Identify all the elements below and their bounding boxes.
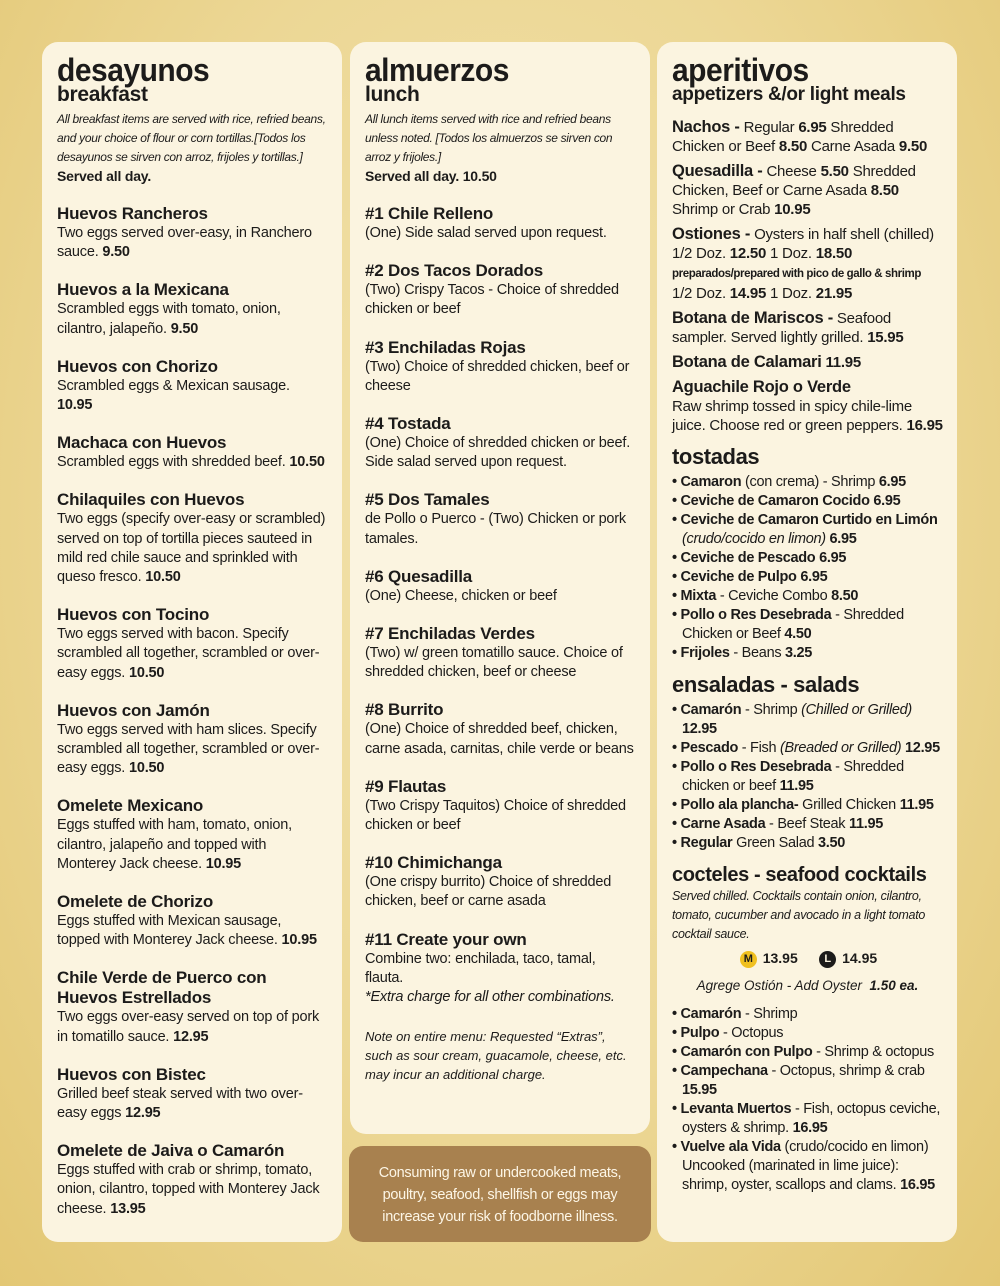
list-item-price: 3.50	[817, 835, 846, 851]
list-item-text: (con crema) - Shrimp	[741, 474, 879, 490]
list-item-name: Camarón con Pulpo	[680, 1043, 813, 1060]
menu-item-desc	[57, 625, 328, 683]
menu-item-desc	[57, 300, 328, 338]
menu-item-price: 13.95	[110, 1200, 146, 1217]
menu-item	[57, 968, 328, 1046]
cocktails-title: cocteles - seafood cocktails	[672, 864, 927, 886]
menu-item	[57, 605, 328, 683]
menu-item-description: Eggs stuffed with crab or shrimp, tomato, onion, cilantro, topped with Monterey Jack cheese.	[57, 1162, 320, 1217]
list-item-text: - Beef Steak	[765, 816, 849, 832]
list-item-name: Levanta Muertos	[680, 1100, 792, 1117]
list-item-text: - Shrimp & octopus	[812, 1043, 935, 1060]
list-item-name: Ceviche de Pulpo	[680, 569, 797, 585]
menu-item-description: Two eggs served with ham slices. Specify scrambled all together, scrambled or over-easy eggs.	[57, 721, 320, 777]
menu-item	[365, 261, 636, 319]
menu-item-name: Huevos Rancheros	[57, 204, 208, 223]
menu-item-name: Huevos a la Mexicana	[57, 280, 229, 300]
extras-note: Note on entire menu: Requested “Extras”, such as sour cream, guacamole, cheese, etc. may incur an additional charge.	[365, 1029, 627, 1083]
menu-item-name: #5 Dos Tamales	[365, 490, 490, 510]
list-item-price: 16.95	[792, 1119, 828, 1136]
list-item-price: 11.95	[848, 816, 883, 832]
list-item-text: - Octopus	[719, 1024, 784, 1041]
breakfast-items	[57, 204, 328, 1219]
menu-item	[57, 1065, 328, 1123]
menu-item	[57, 892, 328, 950]
menu-item	[365, 490, 636, 548]
list-item-note: (Breaded or Grilled)	[779, 740, 906, 756]
menu-item-price: 12.95	[125, 1105, 161, 1122]
list-item	[672, 1138, 943, 1195]
list-item-name: Ceviche de Camaron Curtido en Limón	[680, 512, 938, 528]
menu-item-name: Omelete de Chorizo	[57, 892, 214, 912]
menu-item-desc	[57, 721, 328, 779]
salads-title: ensaladas - salads	[672, 672, 860, 697]
menu-item-price: 12.95	[173, 1028, 209, 1045]
list-item-name: Ceviche de Pescado	[680, 550, 816, 566]
list-item	[672, 701, 943, 739]
menu-item	[365, 700, 636, 758]
list-item-price: 12.95	[682, 721, 717, 737]
menu-item-name: #7 Enchiladas Verdes	[365, 624, 535, 644]
menu-item-name: Omelete de Jaiva o Camarón	[57, 1141, 285, 1161]
menu-item-name: Omelete Mexicano	[57, 796, 204, 816]
menu-item-description: Two eggs served over-easy, in Ranchero sauce.	[57, 225, 312, 261]
menu-item	[365, 414, 636, 472]
salads-list	[672, 701, 943, 853]
lunch-subtitle: lunch	[365, 83, 420, 106]
list-item-price: 16.95	[900, 1176, 935, 1193]
breakfast-panel	[42, 42, 342, 1242]
food-safety-warning: Consuming raw or undercooked meats, poultry, seafood, shellfish or eggs may increase your risk of foodborne illness.	[349, 1146, 651, 1242]
menu-item	[57, 796, 328, 874]
list-item-text: - Shredded chicken or beef	[682, 759, 904, 794]
list-item-price: 3.25	[785, 645, 813, 661]
list-item-name: Pollo o Res Desebrada	[680, 607, 832, 623]
list-item-text: - Octopus, shrimp & crab	[767, 1062, 925, 1079]
list-item-text: - Shrimp	[741, 1005, 798, 1022]
list-item-price: 6.95	[829, 531, 857, 547]
list-item-note: (crudo/cocido en limon)	[682, 531, 830, 547]
menu-item-name: #11 Create your own	[365, 929, 527, 949]
menu-item-name: Chilaquiles con Huevos	[57, 490, 245, 510]
menu-item-price: 10.50	[289, 454, 325, 471]
list-item	[672, 1062, 943, 1100]
menu-item-desc: (One) Choice of shredded chicken or beef. Side salad served upon request.	[365, 435, 631, 471]
botana-item: Botana de Mariscos - Seafood sampler. Served lightly grilled. 15.95	[672, 309, 904, 346]
menu-item-name: Huevos con Jamón	[57, 700, 210, 720]
menu-item-price: 10.95	[281, 932, 317, 949]
list-item	[672, 739, 943, 758]
list-item-text: - Shrimp	[741, 702, 802, 718]
menu-item	[365, 777, 636, 835]
menu-item-name: #6 Quesadilla	[365, 566, 473, 586]
menu-item-desc: (One crispy burrito) Choice of shredded chicken, beef or carne asada	[365, 874, 612, 910]
menu-item-price: 10.50	[145, 569, 181, 586]
menu-item-desc: (One) Cheese, chicken or beef	[365, 587, 557, 604]
menu-item-description: Scrambled eggs with shredded beef.	[57, 454, 290, 471]
menu-item-desc	[57, 224, 328, 262]
menu-item-price: 10.95	[57, 397, 93, 414]
menu-item	[57, 490, 328, 587]
list-item-text: - Shredded Chicken or Beef	[682, 607, 904, 642]
lunch-title: almuerzos	[365, 52, 509, 89]
menu-item-desc: de Pollo o Puerco - (Two) Chicken or pork tamales.	[365, 511, 626, 547]
menu-item-name: Huevos con Chorizo	[57, 356, 218, 376]
list-item-name: Camaron	[680, 474, 742, 490]
menu-item-name: #8 Burrito	[365, 700, 444, 720]
menu-item-desc: (One) Choice of shredded beef, chicken, carne asada, carnitas, chile verde or beans	[365, 721, 634, 757]
menu-item-description: Grilled beef steak served with two over-easy eggs	[57, 1085, 303, 1122]
list-item-text: Grilled Chicken	[798, 797, 900, 813]
breakfast-subtitle: breakfast	[57, 83, 148, 106]
list-item	[672, 758, 943, 796]
menu-item-description: Two eggs over-easy served on top of pork in tomatillo sauce.	[57, 1009, 320, 1045]
menu-item-desc: (Two) Choice of shredded chicken, beef or cheese	[365, 358, 630, 394]
list-item-text: - Fish, octopus ceviche, oysters & shrimp.	[682, 1100, 941, 1136]
aguachile-item: Aguachile Rojo o Verde Raw shrimp tossed in spicy chile-lime juice. Choose red or green peppers. 16.95	[672, 378, 943, 434]
menu-item	[365, 930, 636, 1008]
menu-item-name: Chile Verde de Puerco con Huevos Estrellados	[57, 968, 267, 1008]
menu-item-desc	[57, 1008, 328, 1046]
menu-item-desc: (Two Crispy Taquitos) Choice of shredded chicken or beef	[365, 797, 626, 834]
list-item-price: 6.95	[878, 474, 906, 490]
list-item	[672, 796, 943, 815]
list-item	[672, 606, 943, 644]
list-item-name: Ceviche de Camaron Cocido	[680, 493, 870, 509]
lunch-panel	[350, 42, 650, 1134]
list-item-name: Pollo o Res Desebrada	[680, 759, 832, 775]
list-item	[672, 549, 943, 568]
menu-item-price: 10.50	[128, 664, 165, 681]
menu-item	[365, 853, 636, 911]
list-item	[672, 511, 943, 549]
menu-item	[365, 624, 636, 682]
list-item-price: 4.50	[784, 626, 812, 642]
ostiones-item: Ostiones - Oysters in half shell (chilled) 1/2 Doz. 12.50 1 Doz. 18.50 preparados/prepared with pico de gallo & shrimp 1/2 Doz. 14.95 1 Doz. 21.95	[672, 225, 934, 302]
list-item-note: (Chilled or Grilled)	[801, 702, 912, 718]
menu-item	[57, 357, 328, 415]
menu-item	[57, 204, 328, 262]
list-item-price: 8.50	[831, 588, 859, 604]
list-item	[672, 815, 943, 834]
appetizers-panel	[657, 42, 957, 1242]
list-item-price: 6.95	[873, 493, 901, 509]
list-item-name: Pulpo	[680, 1024, 720, 1041]
appetizers-title: aperitivos	[672, 52, 809, 89]
menu-item-price: 9.50	[170, 320, 199, 337]
menu-item-desc	[57, 1085, 328, 1123]
list-item-text: (crudo/cocido en limon) Uncooked (marinated in lime juice): shrimp, oyster, scallops and clams.	[682, 1138, 929, 1193]
menu-item	[365, 567, 636, 606]
menu-item-price: 9.50	[102, 244, 130, 261]
tostadas-title: tostadas	[672, 444, 760, 469]
list-item	[672, 834, 943, 853]
list-item-name: Camarón	[680, 702, 742, 718]
list-item-price: 12.95	[905, 740, 940, 756]
menu-item-desc	[57, 453, 328, 472]
list-item-name: Camarón	[680, 1005, 742, 1022]
menu-item-name: #3 Enchiladas Rojas	[365, 337, 526, 357]
list-item-price: 6.95	[819, 550, 847, 566]
breakfast-intro: All breakfast items are served with rice, refried beans, and your choice of flour or corn tortillas.[Todos los desayunos se sirven con arroz, frijoles y tortillas.]	[57, 112, 326, 164]
menu-item	[57, 433, 328, 472]
list-item-text: - Fish	[738, 740, 780, 756]
list-item-name: Pollo ala plancha-	[680, 797, 799, 813]
menu-item-desc: (Two) Crispy Tacos - Choice of shredded chicken or beef	[365, 282, 619, 318]
menu-item-description: Eggs stuffed with Mexican sausage, topped with Monterey Jack cheese.	[57, 913, 282, 949]
menu-item-price: 10.95	[205, 855, 242, 872]
menu-item	[57, 1141, 328, 1219]
list-item	[672, 492, 943, 511]
list-item	[672, 1100, 943, 1138]
list-item-text: - Beans	[729, 645, 786, 661]
quesadilla-item: Quesadilla - Cheese 5.50 Shredded Chicken, Beef or Carne Asada 8.50 Shrimp or Crab 10.95	[672, 162, 916, 218]
menu-item-name: Huevos con Tocino	[57, 605, 210, 625]
list-item	[672, 1043, 943, 1062]
list-item-price: 11.95	[899, 797, 934, 813]
lunch-served: Served all day. 10.50	[365, 168, 497, 184]
medium-price: 13.95	[762, 950, 798, 966]
breakfast-served: Served all day.	[57, 168, 152, 184]
add-oyster: Agrege Ostión - Add Oyster 1.50 ea.	[696, 977, 919, 993]
tostadas-list	[672, 473, 943, 663]
menu-item-name: #2 Dos Tacos Dorados	[365, 261, 544, 281]
menu-item-desc	[57, 377, 328, 415]
menu-item-desc	[57, 1161, 328, 1219]
menu-item-desc	[57, 912, 328, 950]
list-item	[672, 644, 943, 663]
menu-item-desc	[57, 816, 328, 874]
menu-item-description: Scrambled eggs with tomato, onion, cilantro, jalapeño.	[57, 301, 281, 337]
list-item-name: Pescado	[680, 740, 739, 756]
menu-item-name: #9 Flautas	[365, 776, 447, 796]
list-item	[672, 568, 943, 587]
nachos-item: Nachos - Regular 6.95 Shredded Chicken or Beef 8.50 Carne Asada 9.50	[672, 118, 928, 155]
list-item-name: Campechana	[680, 1062, 768, 1079]
menu-item-name: Huevos con Bistec	[57, 1064, 206, 1084]
menu-item-extra: *Extra charge for all other combinations.	[365, 989, 615, 1006]
cocktails-intro: Served chilled. Cocktails contain onion, cilantro, tomato, cucumber and avocado in a light tomato cocktail sauce.	[672, 889, 926, 941]
list-item	[672, 1005, 943, 1024]
list-item-name: Carne Asada	[680, 816, 766, 832]
list-item-text: - Ceviche Combo	[716, 588, 832, 604]
list-item-price: 15.95	[682, 1081, 717, 1098]
menu-item-desc: (One) Side salad served upon request.	[365, 225, 607, 241]
lunch-items	[365, 204, 636, 1007]
menu-item	[57, 701, 328, 779]
medium-badge: M	[740, 951, 757, 968]
menu-item-description: Two eggs served with bacon. Specify scrambled all together, scrambled or over-easy eggs.	[57, 626, 320, 681]
menu-item	[365, 204, 636, 243]
list-item-name: Regular	[680, 835, 733, 851]
menu-item-name: #4 Tostada	[365, 414, 451, 434]
large-price: 14.95	[842, 950, 878, 966]
cocktail-sizes	[672, 950, 943, 968]
calamari-item: Botana de Calamari 11.95	[672, 353, 861, 371]
list-item	[672, 587, 943, 606]
menu-item-desc: (Two) w/ green tomatillo sauce. Choice of shredded chicken, beef or cheese	[365, 645, 623, 681]
list-item-name: Vuelve ala Vida	[680, 1138, 781, 1155]
large-badge: L	[819, 951, 836, 968]
menu-item-desc	[57, 510, 328, 587]
menu-item-description: Scrambled eggs & Mexican sausage.	[57, 377, 290, 394]
menu-item-name: #1 Chile Relleno	[365, 204, 494, 223]
list-item-name: Frijoles	[680, 645, 730, 661]
menu-item-name: Machaca con Huevos	[57, 433, 227, 453]
list-item-text: Green Salad	[732, 835, 818, 851]
appetizers-subtitle: appetizers &/or light meals	[672, 84, 906, 105]
menu-item-name: #10 Chimichanga	[365, 853, 502, 873]
menu-item-desc: Combine two: enchilada, taco, tamal, flauta.	[365, 950, 596, 986]
list-item-price: 11.95	[779, 778, 814, 794]
menu-item-description: Two eggs (specify over-easy or scrambled) served on top of tortilla pieces sauteed in mild red chile sauce and sprinkled with queso fresco.	[57, 511, 326, 586]
breakfast-title: desayunos	[57, 52, 210, 89]
menu-item	[365, 338, 636, 396]
list-item-name: Mixta	[680, 588, 717, 604]
menu-item	[57, 280, 328, 338]
menu-item-price: 10.50	[128, 760, 165, 777]
cocktails-list	[672, 1005, 943, 1195]
list-item	[672, 473, 943, 492]
list-item	[672, 1024, 943, 1043]
lunch-intro: All lunch items served with rice and refried beans unless noted. [Todos los almuerzos se sirven con arroz y frijoles.]	[365, 112, 613, 164]
list-item-price: 6.95	[800, 569, 828, 585]
menu-item-description: Eggs stuffed with ham, tomato, onion, cilantro, jalapeño and topped with Monterey Jack cheese.	[57, 817, 292, 872]
